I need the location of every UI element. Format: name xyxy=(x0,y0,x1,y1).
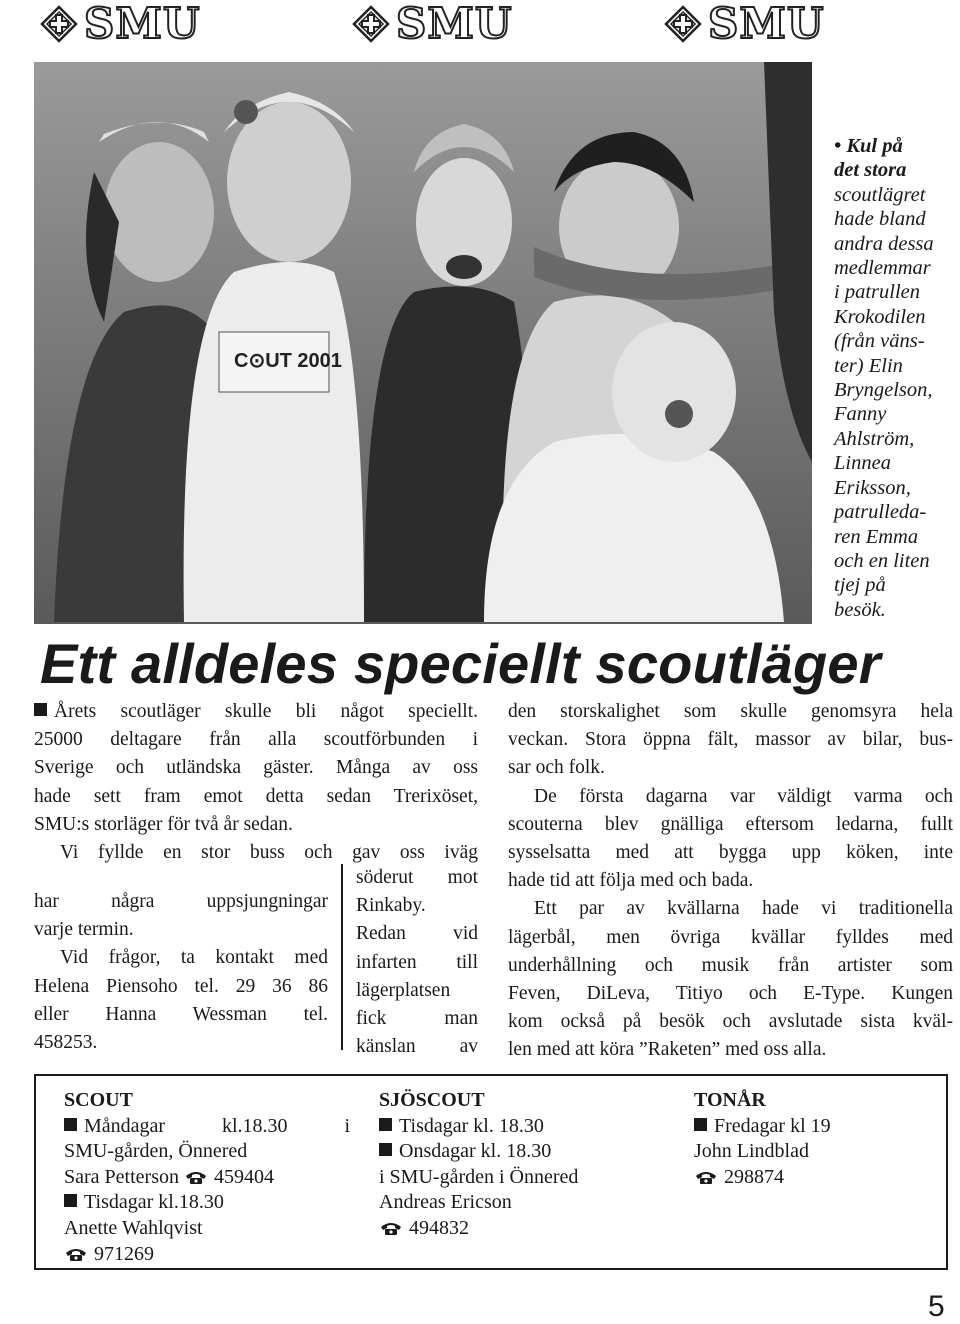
smu-emblem-icon xyxy=(352,5,390,43)
article-line: Rinkaby. xyxy=(356,895,426,917)
article-line: lägerbål, men övriga kvällar fylldes med xyxy=(508,926,953,948)
article-line: Redan vid xyxy=(356,923,478,945)
bullet-square-icon xyxy=(64,1194,77,1207)
article-line: eller Hanna Wessman tel. xyxy=(34,1003,328,1025)
caption-line: Ahlström, xyxy=(834,427,915,450)
schedule-line: 971269 xyxy=(64,1242,350,1268)
article-line: sysselsatta med att bygga upp köken, inte xyxy=(508,842,953,864)
article-line: De första dagarna var väldigt varma och xyxy=(534,785,953,807)
schedule-line: Onsdagar kl. 18.30 xyxy=(379,1139,669,1165)
caption-line: besök. xyxy=(834,598,886,621)
caption-line: ren Emma xyxy=(834,525,919,548)
masthead-brand xyxy=(664,0,825,48)
svg-text:C⊙UT 2001: C⊙UT 2001 xyxy=(234,350,342,372)
caption-line: tjej på xyxy=(834,574,886,597)
scouts-photo xyxy=(34,62,812,624)
article-column-1 xyxy=(34,698,478,867)
article-line: har några uppsjungningar xyxy=(34,891,328,912)
caption-line: och en liten xyxy=(834,549,930,572)
article-line: Sverige och utländska gäster. Många av oss xyxy=(34,757,478,779)
caption-line: medlemmar xyxy=(834,257,931,280)
photo-caption xyxy=(834,134,956,622)
caption-line: patrulleda- xyxy=(834,501,927,524)
article-headline: Ett alldeles speciellt scoutläger xyxy=(40,632,881,695)
scouts-photo-illustration xyxy=(34,62,812,624)
article-line: veckan. Stora öppna fält, massor av bilar, bus- xyxy=(508,729,953,751)
caption-line: ter) Elin xyxy=(834,354,903,377)
article-line: infarten till xyxy=(356,951,478,973)
paragraph-marker-icon xyxy=(34,703,47,716)
caption-bold-line: det stora xyxy=(834,159,907,182)
article-line: underhållning och musik från artister som xyxy=(508,954,953,976)
schedule-line: John Lindblad xyxy=(694,1140,809,1163)
phone-icon xyxy=(694,1169,718,1185)
bullet-square-icon xyxy=(64,1118,77,1131)
article-line: Vid frågor, ta kontakt med xyxy=(60,947,328,969)
article-column-1-left xyxy=(34,888,328,1057)
article-column-2 xyxy=(508,698,953,1065)
caption-line: Linnea xyxy=(834,452,891,475)
masthead-text: SMU xyxy=(708,0,825,48)
schedule-line: 494832 xyxy=(379,1216,669,1242)
article-line: Ett par av kvällarna hade vi traditionella xyxy=(534,898,953,920)
caption-line: Eriksson, xyxy=(834,476,911,499)
article-line: söderut mot xyxy=(356,867,478,888)
article-line: 458253. xyxy=(34,1032,98,1054)
masthead-text: SMU xyxy=(84,0,201,48)
article-line: känslan av xyxy=(356,1036,478,1058)
schedule-line: i SMU-gården i Önnered xyxy=(379,1165,579,1188)
caption-line: Bryngelson, xyxy=(834,379,933,402)
schedule-line: Måndagar kl.18.30 i xyxy=(64,1114,350,1140)
article-line: lägerplatsen xyxy=(356,979,451,1001)
caption-line: (från väns- xyxy=(834,330,925,353)
schedule-scout xyxy=(64,1088,350,1267)
schedule-line: SMU-gården, Önnered xyxy=(64,1140,248,1163)
schedule-heading: SJÖSCOUT xyxy=(379,1089,485,1111)
article-line: Årets scoutläger skulle bli något speciellt. xyxy=(34,698,478,726)
masthead-brand xyxy=(40,0,201,48)
schedule-tonar xyxy=(694,1088,934,1190)
caption-bold-line: Kul på xyxy=(846,135,903,157)
caption-bullet: • xyxy=(834,135,842,157)
column-divider xyxy=(341,864,343,1050)
article-line: SMU:s storläger för två år sedan. xyxy=(34,813,293,835)
masthead-text: SMU xyxy=(396,0,513,48)
phone-icon xyxy=(379,1220,403,1236)
article-line: sar och folk. xyxy=(508,757,605,779)
phone-icon xyxy=(184,1169,208,1185)
caption-line: hade bland xyxy=(834,208,926,231)
schedule-sjoscout xyxy=(379,1088,669,1242)
schedule-line: Anette Wahlqvist xyxy=(64,1216,203,1239)
article-line: Helena Piensoho tel. 29 36 86 xyxy=(34,975,328,997)
page-number: 5 xyxy=(928,1290,945,1323)
schedule-heading: SCOUT xyxy=(64,1089,133,1111)
schedule-heading: TONÅR xyxy=(694,1089,766,1111)
article-line: scouterna blev gnälliga eftersom ledarna, fullt xyxy=(508,813,953,835)
article-line: hade sett fram emot detta sedan Trerixöset, xyxy=(34,785,478,807)
article-line: Vi fyllde en stor buss och gav oss iväg xyxy=(60,842,478,864)
bullet-square-icon xyxy=(379,1118,392,1131)
article-line: varje termin. xyxy=(34,919,134,941)
caption-line: i patrullen xyxy=(834,281,920,304)
caption-line: andra dessa xyxy=(834,232,934,255)
schedule-line: Tisdagar kl.18.30 xyxy=(64,1190,350,1216)
article-line: hade tid att följa med och bada. xyxy=(508,870,754,892)
phone-icon xyxy=(64,1246,88,1262)
schedule-line: Sara Petterson 459404 xyxy=(64,1165,274,1188)
article-line: den storskalighet som skulle genomsyra hela xyxy=(508,701,953,722)
article-line: 25000 deltagare från alla scoutförbunden i xyxy=(34,729,478,751)
schedule-line: Fredagar kl 19 xyxy=(694,1114,934,1140)
caption-line: Fanny xyxy=(834,403,887,426)
article-line: Feven, DiLeva, Titiyo och E-Type. Kungen xyxy=(508,983,953,1005)
schedule-line: 298874 xyxy=(694,1165,934,1191)
smu-emblem-icon xyxy=(40,5,78,43)
caption-line: Krokodilen xyxy=(834,305,926,328)
article-line: len med att köra ”Raketen” med oss alla. xyxy=(508,1039,827,1061)
schedule-line: Andreas Ericson xyxy=(379,1191,512,1214)
article-line: fick man xyxy=(356,1008,478,1030)
article-column-1-narrow xyxy=(356,864,478,1061)
schedule-box xyxy=(34,1074,948,1270)
caption-line: scoutlägret xyxy=(834,183,926,206)
schedule-line: Tisdagar kl. 18.30 xyxy=(379,1114,669,1140)
bullet-square-icon xyxy=(379,1143,392,1156)
bullet-square-icon xyxy=(694,1118,707,1131)
masthead-brand xyxy=(352,0,513,48)
smu-emblem-icon xyxy=(664,5,702,43)
article-line: kom också på besök och avslutade sista kväl- xyxy=(508,1011,953,1033)
